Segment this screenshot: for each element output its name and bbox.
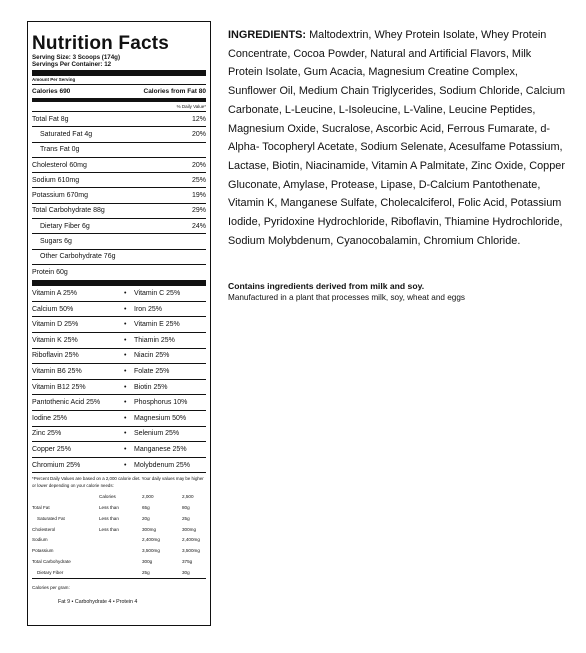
nutrient-daily-value: 24% (191, 222, 206, 230)
nutrient-name: Dietary Fiber 6g (40, 222, 90, 230)
dv-table-header (32, 491, 206, 502)
servings-per-container: Servings Per Container: 12 (32, 61, 112, 68)
vitamin-right: Molybdenum 25% (134, 461, 191, 469)
bullet-icon: • (124, 290, 127, 298)
vitamin-left: Calcium 50% (32, 305, 74, 313)
dv-table-cell: 80g (182, 505, 190, 511)
bullet-icon: • (124, 414, 127, 422)
vitamin-row (32, 411, 206, 427)
calories: Calories 690 (32, 88, 71, 95)
calories-per-gram-values: Fat 9 • Carbohydrate 4 • Protein 4 (58, 598, 138, 605)
vitamin-row (32, 364, 206, 380)
vitamin-left: Vitamin D 25% (32, 321, 79, 329)
vitamin-row (32, 395, 206, 411)
dv-table-row (32, 556, 206, 567)
calories-from-fat: Calories from Fat 80 (143, 88, 206, 95)
nutrient-daily-value: 12% (191, 115, 206, 123)
nutrient-row (32, 204, 206, 219)
vitamin-left: Pantothenic Acid 25% (32, 399, 101, 407)
dv-table-cell: 300mg (142, 526, 157, 532)
nutrient-row (32, 112, 206, 127)
vitamin-left: Iodine 25% (32, 414, 68, 422)
vitamin-right: Iron 25% (134, 305, 163, 313)
vitamin-right: Magnesium 50% (134, 414, 187, 422)
vitamin-row (32, 427, 206, 443)
dv-table-cell: 2,400mg (142, 537, 160, 543)
dv-table-cell: Potassium (32, 548, 54, 554)
dv-table-cell (32, 491, 99, 502)
dv-table-row (32, 545, 206, 556)
calories-per-gram: Calories per gram: (32, 584, 70, 590)
bullet-icon: • (124, 430, 127, 438)
dv-table-cell: 300mg (182, 526, 197, 532)
dv-table-cell (99, 567, 142, 578)
allergen-block (228, 281, 568, 303)
vitamin-right: Folate 25% (134, 368, 170, 376)
vitamin-row (32, 442, 206, 458)
vitamin-left: Copper 25% (32, 446, 71, 453)
dv-table-cell: 3,500mg (182, 548, 200, 554)
dv-table-cell (99, 545, 142, 556)
nutrient-name: Other Carbohydrate 76g (40, 253, 116, 261)
nutrient-row (32, 219, 206, 234)
allergen-contains: Contains ingredients derived from milk and soy. (228, 281, 425, 291)
nutrient-name: Protein 60g (32, 269, 68, 277)
bullet-icon: • (124, 383, 127, 391)
vitamin-row (32, 286, 206, 302)
vitamin-right: Manganese 25% (134, 446, 187, 453)
ingredients-label: INGREDIENTS: (228, 29, 307, 41)
vitamin-left: Zinc 25% (32, 430, 62, 438)
daily-value-header: % Daily Value* (32, 102, 206, 112)
nutrient-row (32, 265, 206, 280)
nutrient-daily-value: 19% (191, 192, 206, 200)
vitamin-left: Riboflavin 25% (32, 352, 79, 360)
nutrient-daily-value: 25% (191, 176, 206, 184)
dv-table-cell: 2,000 (142, 494, 154, 500)
dv-table-row (32, 513, 206, 524)
calories-row (32, 85, 206, 99)
nutrient-row (32, 250, 206, 265)
dv-table-cell: 20g (142, 515, 150, 521)
dv-table-cell: Saturated Fat (37, 515, 65, 521)
vitamin-left: Vitamin B12 25% (32, 383, 86, 391)
nutrient-name: Total Carbohydrate 88g (32, 207, 105, 215)
nutrient-row (32, 158, 206, 173)
vitamin-row (32, 380, 206, 396)
serving-size: Serving Size: 3 Scoops (174g) (32, 54, 121, 61)
dv-table-row (32, 535, 206, 546)
dv-table-cell: 2,400mg (182, 537, 200, 543)
vitamin-row (32, 317, 206, 333)
vitamin-row (32, 302, 206, 318)
dv-table-cell: 3,500mg (142, 548, 160, 554)
nutrient-name: Sugars 6g (40, 238, 72, 246)
vitamin-row (32, 349, 206, 365)
bullet-icon: • (124, 461, 127, 469)
dv-table-cell: Cholesterol (32, 526, 56, 532)
nutrient-name: Potassium 670mg (32, 192, 89, 200)
dv-table-cell: 30g (182, 569, 190, 575)
bullet-icon: • (124, 321, 127, 329)
vitamin-right: Vitamin C 25% (134, 290, 181, 298)
dv-table-cell: 375g (182, 559, 193, 565)
nutrient-row (32, 143, 206, 158)
dv-table-cell: Less than (99, 526, 119, 532)
vitamin-right: Niacin 25% (134, 352, 170, 360)
dv-table-row (32, 502, 206, 513)
vitamin-left: Vitamin B6 25% (32, 368, 82, 376)
ingredients-block (228, 26, 568, 250)
nutrient-name: Sodium 610mg (32, 176, 80, 184)
dv-table-cell: Less than (99, 505, 119, 511)
vitamin-right: Phosphorus 10% (134, 399, 188, 407)
dv-table-cell: Calories (99, 494, 116, 500)
vitamin-left: Chromium 25% (32, 461, 81, 469)
dv-table-cell: 65g (142, 505, 150, 511)
nutrient-row (32, 127, 206, 142)
daily-value-table (32, 491, 206, 577)
nutrient-name: Trans Fat 0g (40, 146, 80, 154)
vitamin-right: Selenium 25% (134, 430, 180, 438)
vitamin-right: Thiamin 25% (134, 336, 175, 344)
dv-table-cell: 25g (182, 515, 190, 521)
dv-table-row (32, 567, 206, 578)
vitamin-row (32, 333, 206, 349)
ingredients-text: Maltodextrin, Whey Protein Isolate, Whey Protein Concentrate, Cocoa Powder, Natural and Artificial Flavors, Milk Protein Isolate, Gum Acacia, Magnesium Creatine Complex, Sunflower Oil, Medium Chain Triglycerides, Sodium Chloride, Calcium Carbonate, L-Leucine, L-Isoleucine, L-Valine, Leucine Peptides, Magnesium Oxide, Sucralose, Ascorbic Acid, Ferrous Fumarate, d-Alpha- Tocopheryl Acetate, Sodium Selenate, Acesulfame Potassium, Lactase, Biotin, Niacinamide, Vitamin A Palmitate, Zinc Oxide, Copper Gluconate, Amylase, Protease, Lipase, D-Calcium Pantothenate, Vitamin K, Manganese Sulfate, Cholecalciferol, Folic Acid, Potassium Iodide, Pyridoxine Hydrochloride, Riboflavin, Thiamine Hydrochloride, Sodium Molybdenum, Cyanocobalamin, Chromium Chloride. (228, 29, 566, 247)
nutrient-name: Cholesterol 60mg (32, 161, 87, 169)
dv-table-cell: Total Carbohydrate (32, 559, 71, 565)
bullet-icon: • (124, 368, 127, 376)
nutrient-row (32, 188, 206, 203)
dv-table-cell: Total Fat (32, 505, 50, 511)
vitamin-left: Vitamin K 25% (32, 336, 78, 344)
dv-table-row (32, 524, 206, 535)
dv-table-cell: 300g (142, 559, 153, 565)
amount-per-serving: Amount Per Serving (32, 77, 76, 82)
dv-table-cell: Less than (99, 515, 119, 521)
nutrient-row (32, 234, 206, 249)
vitamin-right: Biotin 25% (134, 383, 168, 391)
bullet-icon: • (124, 305, 127, 313)
allergen-manufactured: Manufactured in a plant that processes milk, soy, wheat and eggs (228, 293, 465, 302)
nutrient-name: Saturated Fat 4g (40, 130, 93, 138)
vitamin-row (32, 458, 206, 474)
vitamin-right: Vitamin E 25% (134, 321, 180, 329)
dv-table-cell (99, 556, 142, 567)
nutrition-facts-title: Nutrition Facts (32, 33, 170, 54)
nutrient-daily-value: 20% (191, 161, 206, 169)
dv-table-cell: Sodium (32, 537, 48, 543)
dv-table-cell (99, 535, 142, 546)
dv-table-cell: 2,500 (182, 494, 194, 500)
nutrition-facts-panel (27, 21, 211, 626)
dv-table-cell: 25g (142, 569, 150, 575)
divider (32, 578, 206, 579)
footnote: *Percent Daily Values are based on a 2,000 calorie diet. Your daily values may be higher or lower depending on your calorie needs: (32, 476, 204, 488)
vitamin-list (32, 286, 206, 473)
nutrient-daily-value: 29% (191, 207, 206, 215)
nutrient-daily-value: 20% (191, 130, 206, 138)
nutrient-name: Total Fat 8g (32, 115, 69, 123)
vitamin-left: Vitamin A 25% (32, 290, 78, 298)
bullet-icon: • (124, 399, 127, 407)
bullet-icon: • (124, 352, 127, 360)
bullet-icon: • (124, 336, 127, 344)
dv-table-cell: Dietary Fiber (37, 569, 64, 575)
nutrient-row (32, 173, 206, 188)
nutrient-list (32, 112, 206, 280)
bullet-icon: • (124, 446, 127, 453)
